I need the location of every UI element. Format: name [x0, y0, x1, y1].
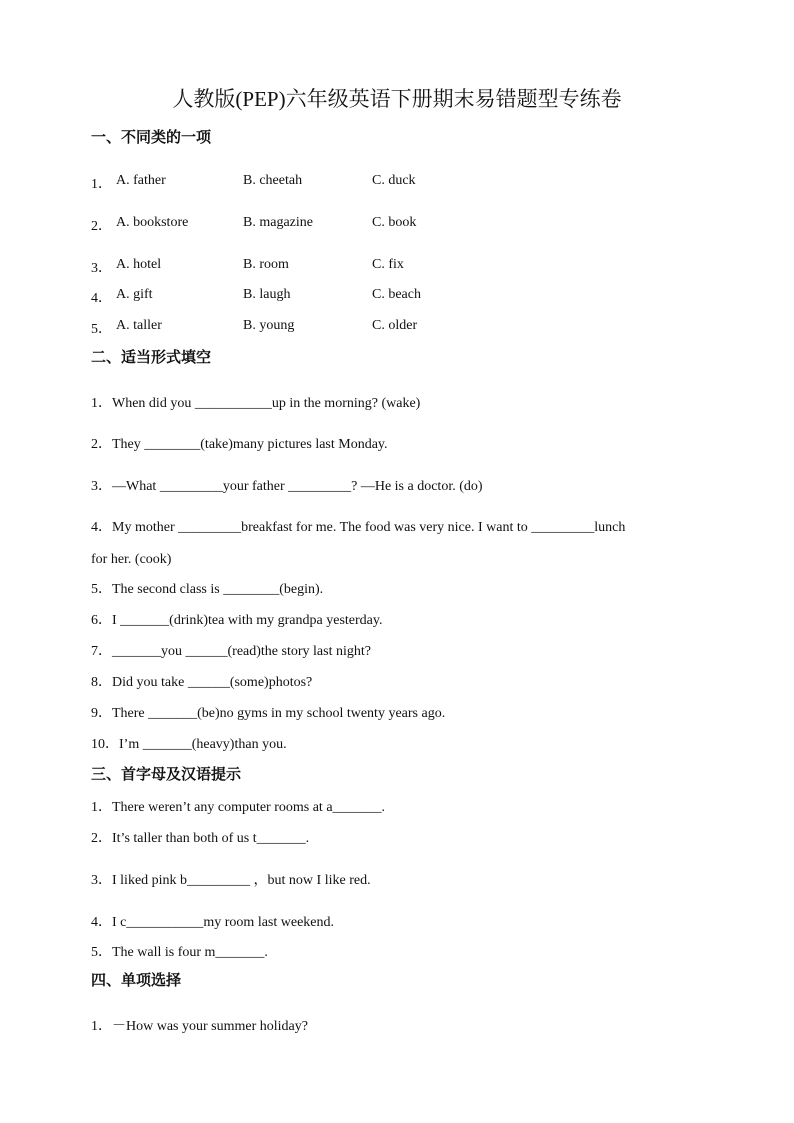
list-item: 4．I c___________my room last weekend.	[91, 915, 335, 930]
option-a: A. hotel	[116, 257, 162, 272]
section-4-heading: 四、单项选择	[91, 971, 182, 989]
option-c: C. older	[372, 318, 418, 333]
item-number: 2．	[91, 219, 112, 234]
item-number: 1．	[91, 177, 112, 192]
list-item: 1．There weren’t any computer rooms at a_______.	[91, 800, 386, 815]
option-c: C. book	[372, 215, 417, 230]
section-1-heading: 一、不同类的一项	[91, 128, 212, 146]
page-title: 人教版(PEP)六年级英语下册期末易错题型专练卷	[172, 87, 622, 111]
section-3-heading: 三、首字母及汉语提示	[91, 765, 242, 783]
option-c: C. fix	[372, 257, 404, 272]
option-a: A. bookstore	[116, 215, 189, 230]
option-b: B. young	[243, 318, 295, 333]
option-c: C. duck	[372, 173, 416, 188]
option-b: B. laugh	[243, 287, 291, 302]
option-b: B. magazine	[243, 215, 313, 230]
list-item: 7．_______you ______(read)the story last night?	[91, 644, 371, 659]
option-b: B. room	[243, 257, 289, 272]
item-number: 4．	[91, 291, 112, 306]
option-c: C. beach	[372, 287, 421, 302]
list-item: 5．The second class is ________(begin).	[91, 582, 324, 597]
option-a: A. father	[116, 173, 166, 188]
list-item: 4．My mother _________breakfast for me. The food was very nice. I want to _________lunch	[91, 520, 626, 535]
list-item: 5．The wall is four m_______.	[91, 945, 268, 960]
list-item: 3．I liked pink b_________ ，but now I like red.	[91, 873, 371, 888]
list-item: 9．There _______(be)no gyms in my school twenty years ago.	[91, 706, 446, 721]
section-2-heading: 二、适当形式填空	[91, 348, 212, 366]
list-item: 2．They ________(take)many pictures last Monday.	[91, 437, 388, 452]
option-a: A. taller	[116, 318, 162, 333]
option-a: A. gift	[116, 287, 153, 302]
list-item: 1．－How was your summer holiday?	[91, 1019, 308, 1034]
list-item-continuation: for her. (cook)	[91, 552, 172, 567]
list-item: 10．I’m _______(heavy)than you.	[91, 737, 287, 752]
list-item: 6．I _______(drink)tea with my grandpa yesterday.	[91, 613, 383, 628]
option-b: B. cheetah	[243, 173, 303, 188]
list-item: 2．It’s taller than both of us t_______.	[91, 831, 310, 846]
list-item: 3．—What _________your father _________? —He is a doctor. (do)	[91, 479, 483, 494]
list-item: 1．When did you ___________up in the morning? (wake)	[91, 396, 421, 411]
list-item: 8．Did you take ______(some)photos?	[91, 675, 313, 690]
item-number: 5．	[91, 322, 112, 337]
item-number: 3．	[91, 261, 112, 276]
